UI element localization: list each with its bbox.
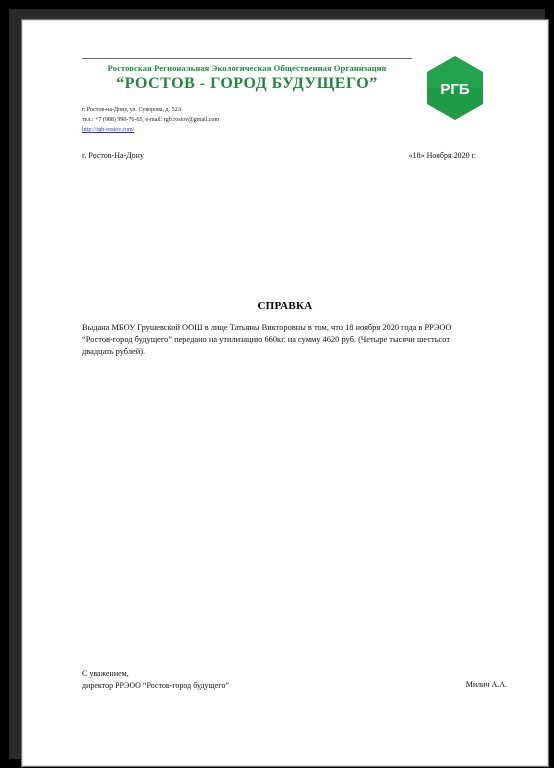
document-title: СПРАВКА (257, 300, 313, 312)
closing-phrase: С уважением, (82, 669, 129, 678)
document-page (22, 20, 548, 766)
logo-text: РГБ (440, 81, 470, 98)
document-body: Выдана МБОУ Грушевской ООШ в лице Татьяны Викторовны в том, что 18 ноября 2020 года в РРЭОО “Ростов-город будущего” передано на утилизацию 660кг. на сумму 4620 руб. (Четыре тысячи шестьсот двадцать рублей). (82, 323, 452, 356)
organization-title: “РОСТОВ - ГОРОД БУДУЩЕГО” (116, 75, 378, 92)
signature-block (82, 668, 229, 692)
phone-email: тел.: +7 (988) 990-76-65, e-mail: rgb.rostov@gmail.com (82, 117, 220, 123)
website-link[interactable]: http://rgb-rostov.com/ (82, 127, 135, 133)
address: г. Ростов-на-Дону, ул. Суворова, д. 52А (82, 107, 182, 113)
rgb-logo (424, 54, 486, 122)
document-date: «18» Ноября 2020 г. (408, 151, 476, 160)
header-divider (82, 58, 412, 59)
signer-name: Милич А.А. (465, 680, 507, 689)
hexagon-logo-icon (424, 54, 486, 122)
document-place: г. Ростов-На-Дону (82, 151, 144, 160)
contact-block (82, 105, 219, 135)
signer-position: директор РРЭОО “Ростов-город будущего” (82, 681, 229, 690)
organization-name: Ростовская Региональная Экологическая Общественная Организация (107, 63, 387, 73)
